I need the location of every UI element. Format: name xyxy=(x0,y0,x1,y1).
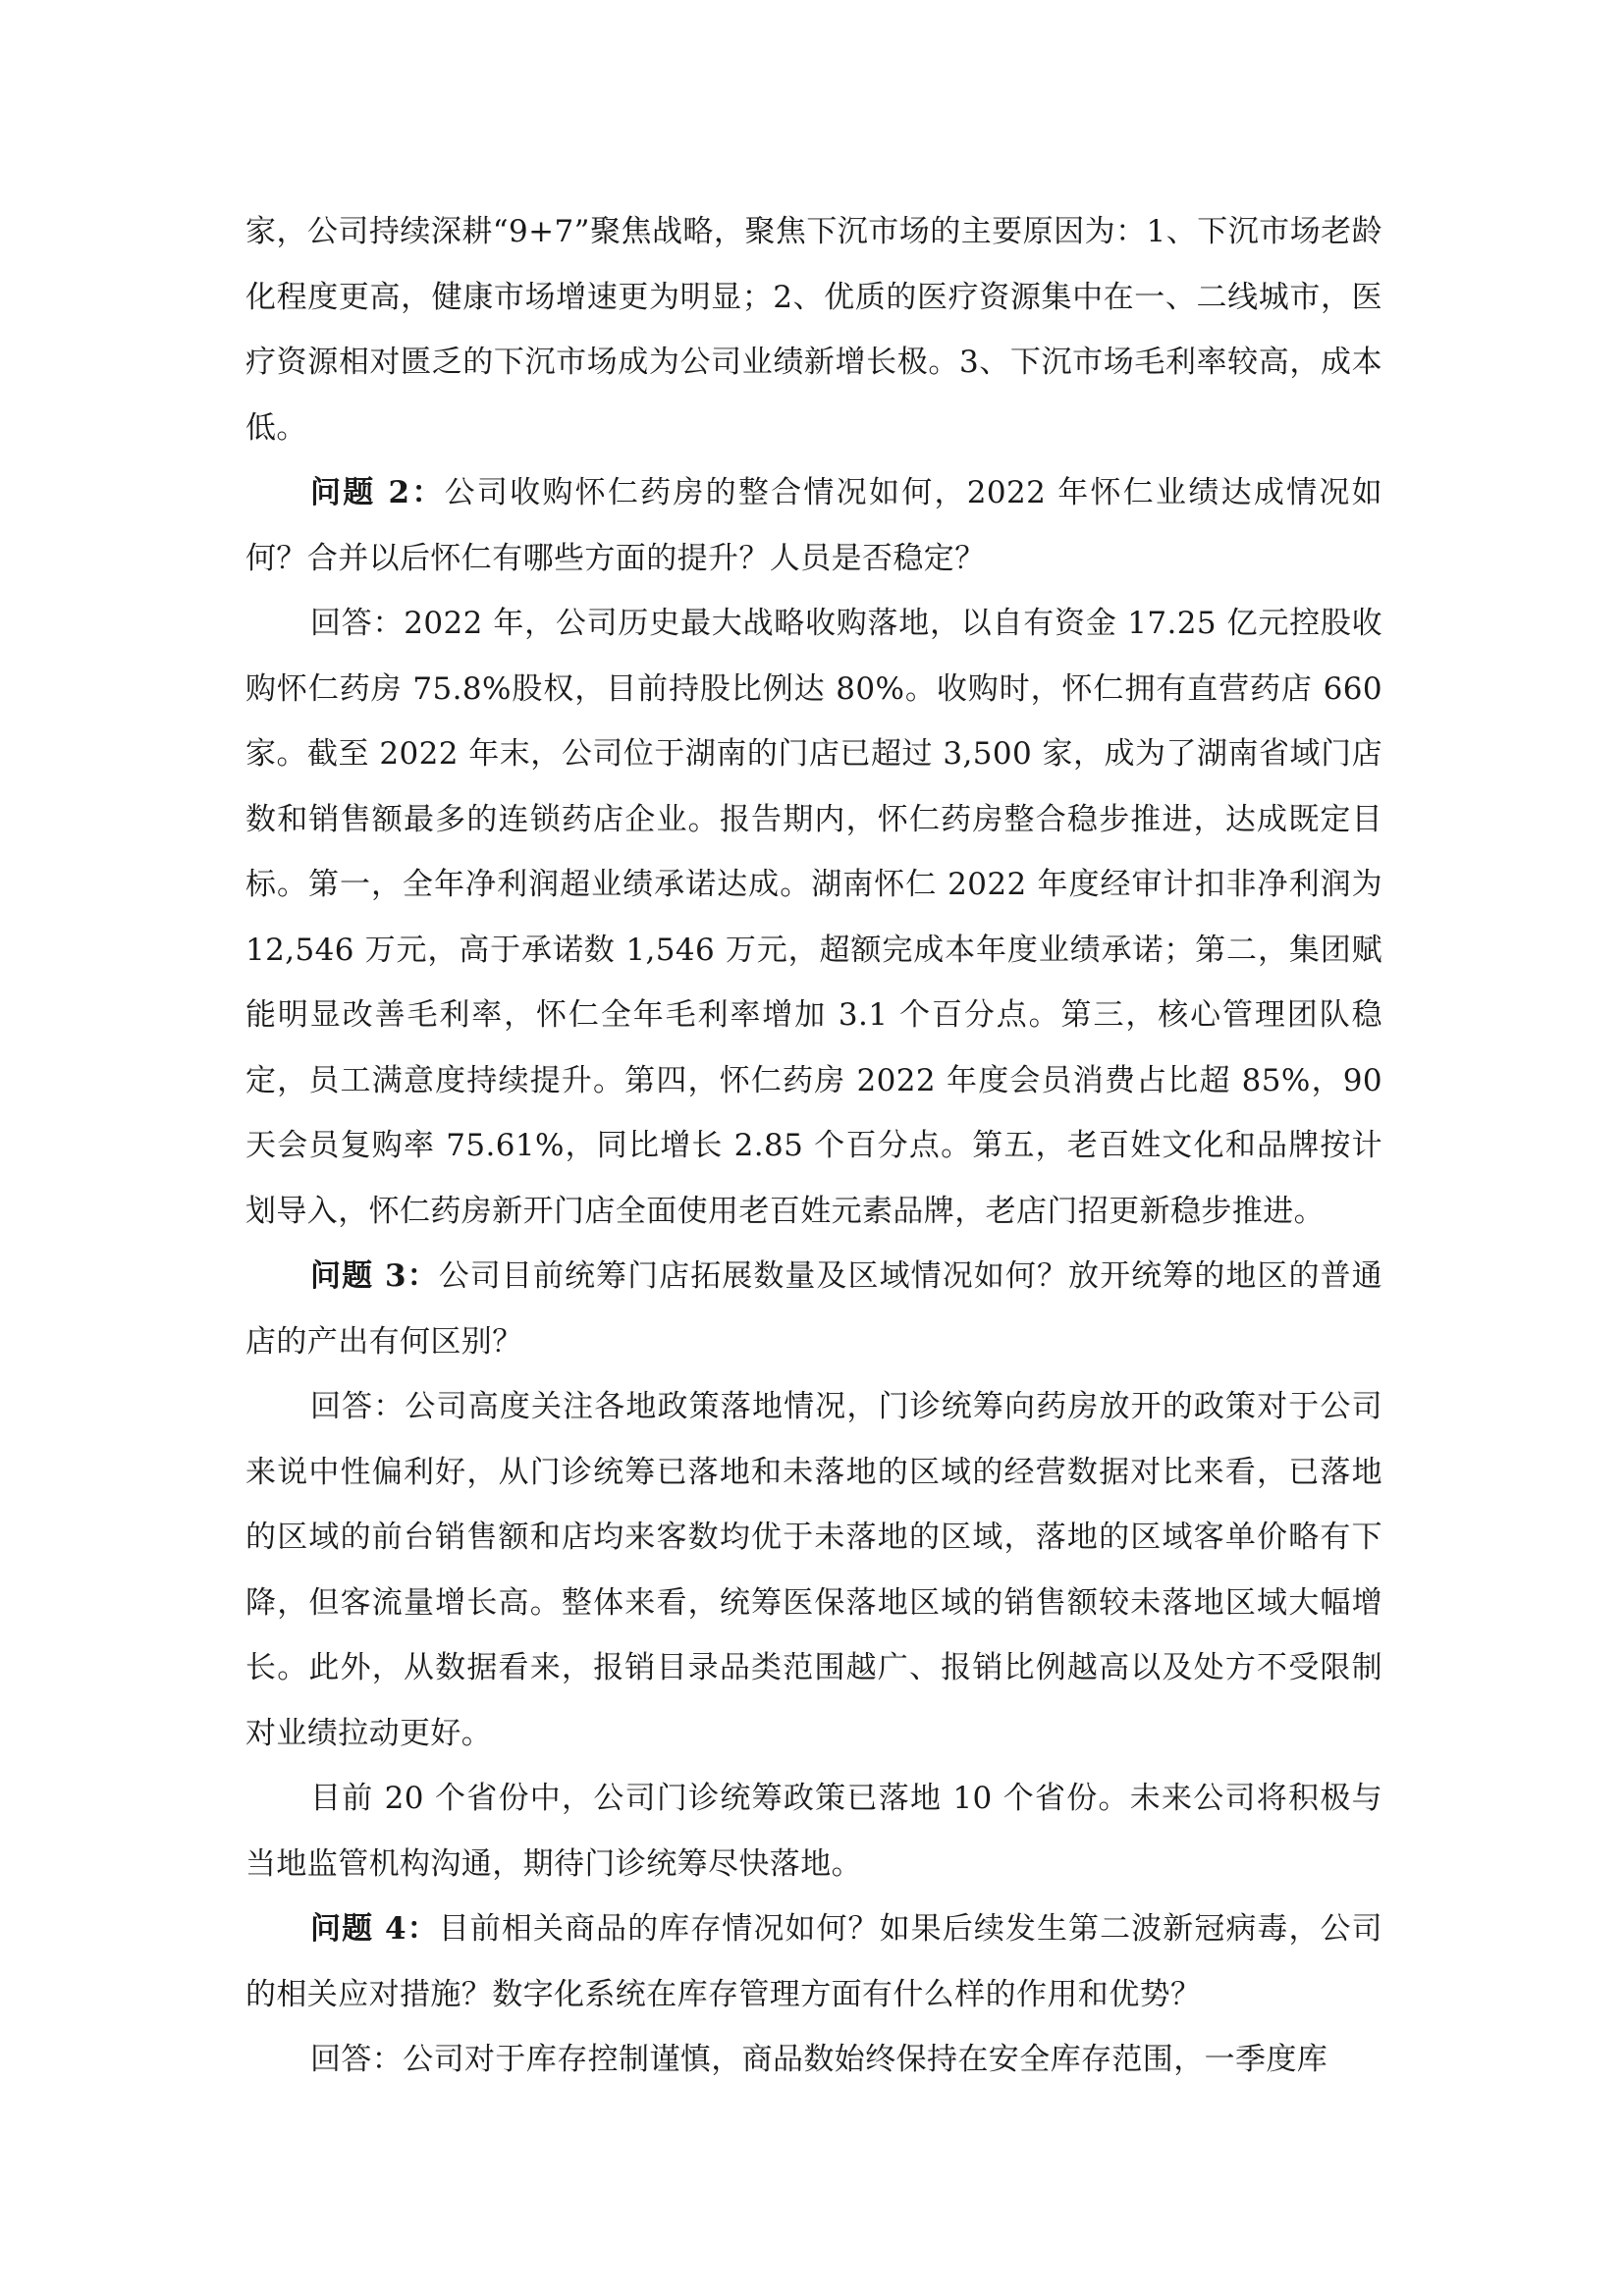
answer-2 xyxy=(245,591,1382,1244)
answer-3 xyxy=(245,1374,1382,1766)
answer-4 xyxy=(245,2027,1382,2093)
answer-text: 目前 20 个省份中，公司门诊统筹政策已落地 10 个省份。未来公司将积极与当地监管机构沟通，期待门诊统筹尽快落地。 xyxy=(245,1781,1382,1882)
question-label: 问题 3： xyxy=(310,1258,439,1294)
question-text: 目前相关商品的库存情况如何？如果后续发生第二波新冠病毒，公司的相关应对措施？数字化系统在库存管理方面有什么样的作用和优势？ xyxy=(245,1911,1382,2012)
answer-text: 回答：公司对于库存控制谨慎，商品数始终保持在安全库存范围，一季度库 xyxy=(310,2042,1328,2077)
question-text: 公司收购怀仁药房的整合情况如何，2022 年怀仁业绩达成情况如何？合并以后怀仁有哪些方面的提升？人员是否稳定？ xyxy=(245,475,1382,576)
answer-3-continued xyxy=(245,1766,1382,1896)
question-3 xyxy=(245,1244,1382,1374)
answer-text: 回答：公司高度关注各地政策落地情况，门诊统筹向药房放开的政策对于公司来说中性偏利好，从门诊统筹已落地和未落地的区域的经营数据对比来看，已落地的区域的前台销售额和店均来客数均优于未落地的区域，落地的区域客单价略有下降，但客流量增长高。整体来看，统筹医保落地区域的销售额较未落地区域大幅增长。此外，从数据看来，报销目录品类范围越广、报销比例越高以及处方不受限制对业绩拉动更好。 xyxy=(245,1389,1382,1751)
paragraph-text: 家，公司持续深耕“9+7”聚焦战略，聚焦下沉市场的主要原因为：1、下沉市场老龄化程度更高，健康市场增速更为明显；2、优质的医疗资源集中在一、二线城市，医疗资源相对匮乏的下沉市场成为公司业绩新增长极。3、下沉市场毛利率较高，成本低。 xyxy=(245,214,1382,446)
document-body xyxy=(245,199,1382,2093)
question-2 xyxy=(245,460,1382,591)
question-4 xyxy=(245,1896,1382,2027)
answer-text: 回答：2022 年，公司历史最大战略收购落地，以自有资金 17.25 亿元控股收购怀仁药房 75.8%股权，目前持股比例达 80%。收购时，怀仁拥有直营药店 660 家。截至 2022 年末，公司位于湖南的门店已超过 3,500 家，成为了湖南省域门店数和销售额最多的连锁药店企业。报告期内，怀仁药房整合稳步推进，达成既定目标。第一，全年净利润超业绩承诺达成。湖南怀仁 2022 年度经审计扣非净利润为 12,546 万元，高于承诺数 1,546 万元，超额完成本年度业绩承诺；第二，集团赋能明显改善毛利率，怀仁全年毛利率增加 3.1 个百分点。第三，核心管理团队稳定，员工满意度持续提升。第四，怀仁药房 2022 年度会员消费占比超 85%，90 天会员复购率 75.61%，同比增长 2.85 个百分点。第五，老百姓文化和品牌按计划导入，怀仁药房新开门店全面使用老百姓元素品牌，老店门招更新稳步推进。 xyxy=(245,606,1382,1229)
question-text: 公司目前统筹门店拓展数量及区域情况如何？放开统筹的地区的普通店的产出有何区别？ xyxy=(245,1258,1382,1360)
question-label: 问题 2： xyxy=(310,475,445,510)
paragraph-strategy-continued xyxy=(245,199,1382,460)
question-label: 问题 4： xyxy=(310,1911,439,1947)
